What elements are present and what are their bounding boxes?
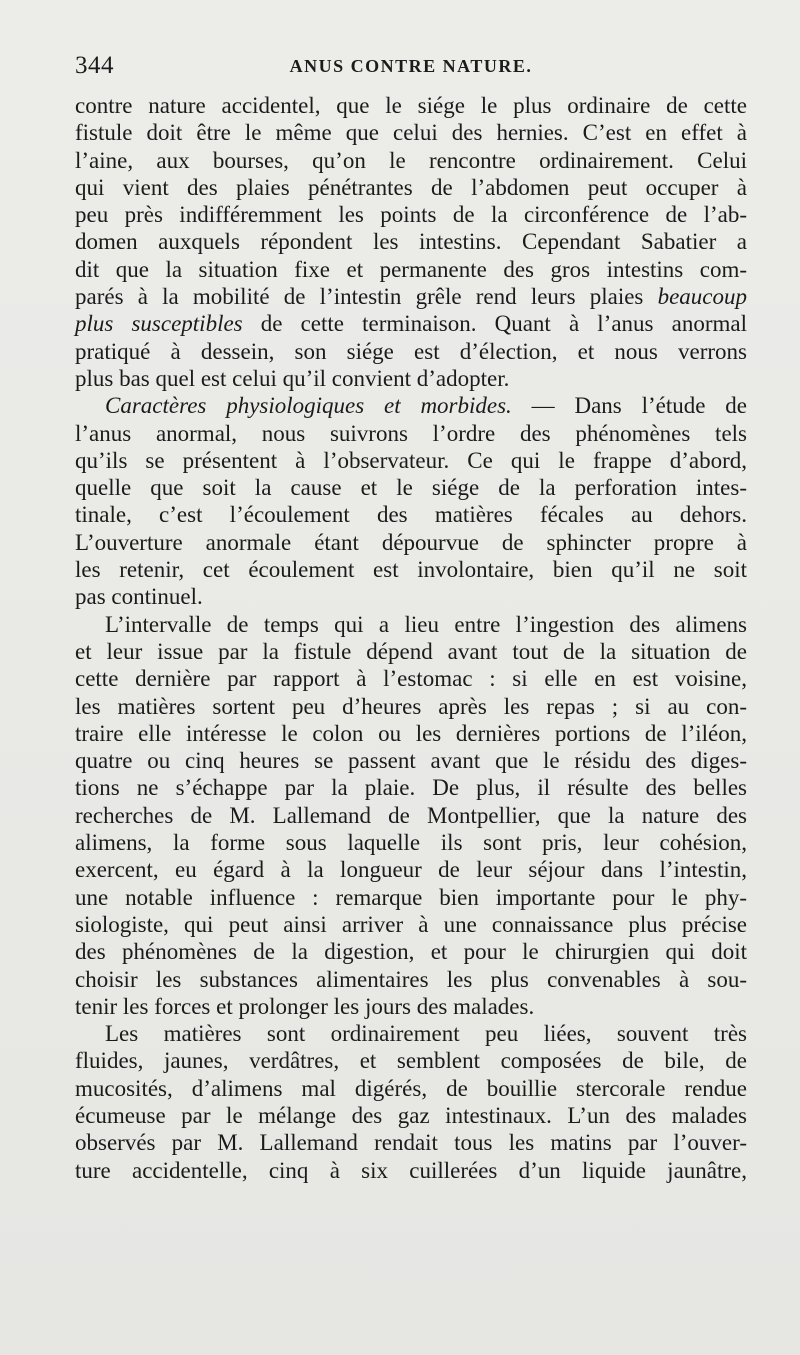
text-line xyxy=(75,447,747,474)
line-text: alimens, la forme sous laquelle ils sont pris, leur cohésion, xyxy=(75,830,747,856)
line-text: qu’ils se présentent à l’observateur. Ce qui le frappe d’abord, xyxy=(75,447,747,473)
line-text: Les matières sont ordinairement peu liées, souvent très xyxy=(105,1021,747,1047)
line-text: peu près indifféremment les points de la circonférence de l’ab- xyxy=(75,202,747,228)
text-line xyxy=(75,1129,747,1156)
text-line xyxy=(75,856,747,883)
line-text: parés à la mobilité de l’intestin grêle rend leurs plaies xyxy=(75,284,658,310)
line-text: l’aine, aux bourses, qu’on le rencontre ordinairement. Celui xyxy=(75,147,747,173)
text-line xyxy=(75,884,747,911)
line-text: L’ouverture anormale étant dépourvue de sphincter propre à xyxy=(75,529,747,555)
line-text: contre nature accidentel, que le siége le plus ordinaire de cette xyxy=(75,93,747,118)
text-line xyxy=(75,92,747,119)
text-line xyxy=(75,365,747,392)
text-line xyxy=(75,583,747,610)
running-title: ANUS CONTRE NATURE. xyxy=(289,56,533,76)
text-line xyxy=(75,228,747,255)
line-text: tenir les forces et prolonger les jours des malades. xyxy=(75,993,535,1019)
line-text: choisir les substances alimentaires les plus convenables à sou- xyxy=(75,966,747,992)
body-text xyxy=(75,92,747,1184)
line-text: pas continuel. xyxy=(75,584,203,610)
line-text: tinale, c’est l’écoulement des matières fécales au dehors. xyxy=(75,502,747,528)
text-line xyxy=(75,119,747,146)
text-line xyxy=(75,665,747,692)
text-line xyxy=(75,747,747,774)
line-text: une notable influence : remarque bien importante pour le phy- xyxy=(75,884,747,910)
line-text: les retenir, cet écoulement est involontaire, bien qu’il ne soit xyxy=(75,557,747,583)
text-line xyxy=(75,420,747,447)
page-number: 344 xyxy=(75,52,114,79)
text-line xyxy=(75,310,747,337)
text-line xyxy=(75,147,747,174)
line-text: — Dans l’étude de xyxy=(511,393,747,419)
text-line xyxy=(75,802,747,829)
text-line xyxy=(75,392,747,419)
line-text: quelle que soit la cause et le siége de la perforation intes- xyxy=(75,475,747,501)
line-text: L’intervalle de temps qui a lieu entre l’ingestion des alimens xyxy=(105,611,747,637)
line-text: cette dernière par rapport à l’estomac : si elle en est voisine, xyxy=(75,666,747,692)
text-line xyxy=(75,1075,747,1102)
text-line xyxy=(75,501,747,528)
line-text: fluides, jaunes, verdâtres, et semblent composées de bile, de xyxy=(75,1048,747,1074)
line-text: plus bas quel est celui qu’il convient d’adopter. xyxy=(75,365,510,391)
text-line xyxy=(75,720,747,747)
text-line xyxy=(75,1047,747,1074)
italic-text: Caractères physiologiques et morbides. xyxy=(105,393,512,419)
line-text: observés par M. Lallemand rendait tous les matins par l’ouver- xyxy=(75,1130,747,1156)
text-line xyxy=(75,638,747,665)
line-text: de cette terminaison. Quant à l’anus anormal xyxy=(242,311,747,337)
text-line xyxy=(75,938,747,965)
line-text: mucosités, d’alimens mal digérés, de bouillie stercorale rendue xyxy=(75,1075,747,1101)
line-text: fistule doit être le même que celui des hernies. C’est en effet à xyxy=(75,120,747,146)
text-line xyxy=(75,611,747,638)
line-text: pratiqué à dessein, son siége est d’élection, et nous verrons xyxy=(75,338,747,364)
line-text: tions ne s’échappe par la plaie. De plus, il résulte des belles xyxy=(75,775,747,801)
line-text: qui vient des plaies pénétrantes de l’abdomen peut occuper à xyxy=(75,174,747,200)
text-line xyxy=(75,829,747,856)
italic-text: plus susceptibles xyxy=(75,311,243,337)
line-text: traire elle intéresse le colon ou les dernières portions de l’iléon, xyxy=(75,720,747,746)
text-line xyxy=(75,774,747,801)
text-line xyxy=(75,993,747,1020)
text-line xyxy=(75,256,747,283)
page-header xyxy=(75,52,747,86)
text-line xyxy=(75,693,747,720)
line-text: les matières sortent peu d’heures après les repas ; si au con- xyxy=(75,693,747,719)
text-line xyxy=(75,174,747,201)
text-line xyxy=(75,201,747,228)
line-text: domen auxquels répondent les intestins. Cependant Sabatier a xyxy=(75,229,747,255)
text-line xyxy=(75,1157,747,1184)
text-line xyxy=(75,283,747,310)
text-line xyxy=(75,529,747,556)
text-line xyxy=(75,338,747,365)
text-line xyxy=(75,1102,747,1129)
line-text: siologiste, qui peut ainsi arriver à une connaissance plus précise xyxy=(75,911,747,937)
line-text: des phénomènes de la digestion, et pour le chirurgien qui doit xyxy=(75,939,747,965)
line-text: et leur issue par la fistule dépend avant tout de la situation de xyxy=(75,638,747,664)
line-text: dit que la situation fixe et permanente des gros intestins com- xyxy=(75,256,747,282)
italic-text: beaucoup xyxy=(657,284,747,310)
text-line xyxy=(75,1020,747,1047)
line-text: l’anus anormal, nous suivrons l’ordre des phénomènes tels xyxy=(75,420,747,446)
text-line xyxy=(75,966,747,993)
line-text: écumeuse par le mélange des gaz intestinaux. L’un des malades xyxy=(75,1102,747,1128)
text-line xyxy=(75,474,747,501)
line-text: quatre ou cinq heures se passent avant que le résidu des diges- xyxy=(75,748,747,774)
text-line xyxy=(75,911,747,938)
line-text: recherches de M. Lallemand de Montpellier, que la nature des xyxy=(75,802,747,828)
line-text: ture accidentelle, cinq à six cuillerées d’un liquide jaunâtre, xyxy=(75,1157,747,1183)
line-text: exercent, eu égard à la longueur de leur séjour dans l’intestin, xyxy=(75,857,747,883)
text-line xyxy=(75,556,747,583)
